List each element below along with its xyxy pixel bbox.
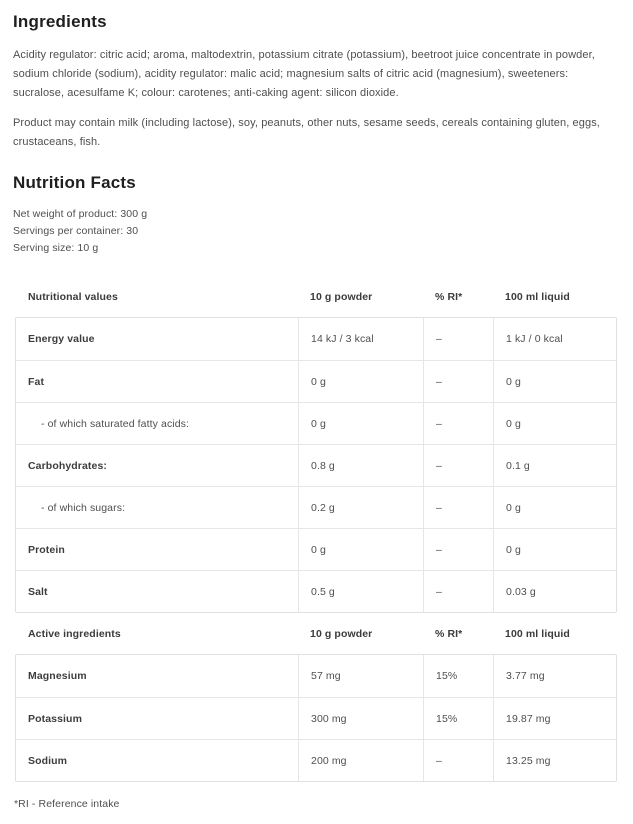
- powder-value: 300 mg: [298, 698, 423, 739]
- column-header-powder: 10 g powder: [310, 291, 373, 303]
- ingredients-title: Ingredients: [13, 12, 107, 31]
- nutrient-label: Salt: [28, 585, 48, 598]
- nutrient-label: - of which sugars:: [41, 501, 126, 514]
- servings-per-container-line: Servings per container: 30: [13, 225, 139, 237]
- table-row-protein: [16, 528, 616, 570]
- ingredients-composition-text: Acidity regulator: citric acid; aroma, maltodextrin, potassium citrate (potassium), beetroot juice concentrate in powder, sodium chloride (sodium), acidity regulator: malic acid; magnesium salts of citric acid (magnesium), sweeteners: sucralose, acesulfame K; colour: carotenes; anti-caking agent: silicon dioxide.: [13, 49, 595, 99]
- table-row-salt: [16, 570, 616, 612]
- ri-value: –: [423, 487, 493, 528]
- nutritional-values-table: [15, 290, 617, 782]
- liquid-value: 0 g: [493, 403, 618, 444]
- liquid-value: 1 kJ / 0 kcal: [493, 318, 618, 360]
- powder-value: 0 g: [298, 403, 423, 444]
- column-header-powder: 10 g powder: [310, 628, 373, 640]
- powder-value: 0.5 g: [298, 571, 423, 612]
- table-row-energy-value: [16, 318, 616, 360]
- column-header-ri: % RI*: [435, 291, 463, 303]
- column-header-nutritional-values: Nutritional values: [28, 291, 118, 303]
- table-row-carbohydrates: [16, 444, 616, 486]
- ri-value: 15%: [423, 698, 493, 739]
- liquid-value: 0 g: [493, 361, 618, 402]
- nutrient-label: Energy value: [28, 333, 95, 345]
- liquid-value: 0 g: [493, 487, 618, 528]
- powder-value: 14 kJ / 3 kcal: [298, 318, 423, 360]
- nutrient-label: Sodium: [28, 754, 68, 767]
- ri-value: –: [423, 571, 493, 612]
- table-row-potassium: [16, 697, 616, 739]
- nutrient-label: Protein: [28, 543, 65, 556]
- allergen-warning-text: Product may contain milk (including lactose), soy, peanuts, other nuts, sesame seeds, cereals containing gluten, eggs, crustaceans, fish.: [13, 117, 600, 148]
- reference-intake-footnote: *RI - Reference intake: [14, 798, 120, 810]
- powder-value: 0 g: [298, 361, 423, 402]
- ri-value: –: [423, 529, 493, 570]
- powder-value: 57 mg: [298, 655, 423, 697]
- column-header-ri: % RI*: [435, 628, 463, 640]
- active-ingredients-header-row: [15, 627, 617, 641]
- table-row-sodium: [16, 739, 616, 781]
- active-ingredients-body: [15, 654, 617, 782]
- powder-value: 0 g: [298, 529, 423, 570]
- ingredients-section: [13, 12, 621, 152]
- nutrient-label: Carbohydrates:: [28, 459, 108, 472]
- table-row-saturated-fatty-acids: [16, 402, 616, 444]
- liquid-value: 3.77 mg: [493, 655, 618, 697]
- serving-info: [13, 206, 621, 257]
- nutrition-facts-title: Nutrition Facts: [13, 173, 136, 192]
- ri-value: –: [423, 403, 493, 444]
- column-header-active-ingredients: Active ingredients: [28, 628, 121, 640]
- liquid-value: 0 g: [493, 529, 618, 570]
- net-weight-line: Net weight of product: 300 g: [13, 208, 148, 220]
- liquid-value: 13.25 mg: [493, 740, 618, 781]
- ri-value: –: [423, 740, 493, 781]
- table-row-fat: [16, 360, 616, 402]
- liquid-value: 0.1 g: [493, 445, 618, 486]
- column-header-liquid: 100 ml liquid: [505, 628, 570, 640]
- table-row-magnesium: [16, 655, 616, 697]
- serving-size-line: Serving size: 10 g: [13, 242, 99, 254]
- liquid-value: 0.03 g: [493, 571, 618, 612]
- powder-value: 0.2 g: [298, 487, 423, 528]
- nutritional-values-header-row: [15, 290, 617, 304]
- ri-value: 15%: [423, 655, 493, 697]
- powder-value: 200 mg: [298, 740, 423, 781]
- ri-value: –: [423, 445, 493, 486]
- liquid-value: 19.87 mg: [493, 698, 618, 739]
- nutrition-facts-section: [13, 173, 621, 810]
- ri-value: –: [423, 318, 493, 360]
- nutritional-values-body: [15, 317, 617, 613]
- nutrient-label: Magnesium: [28, 670, 87, 682]
- ri-value: –: [423, 361, 493, 402]
- nutrient-label: Fat: [28, 375, 45, 388]
- table-row-sugars: [16, 486, 616, 528]
- nutrient-label: Potassium: [28, 712, 82, 725]
- column-header-liquid: 100 ml liquid: [505, 291, 570, 303]
- nutrient-label: - of which saturated fatty acids:: [41, 417, 190, 430]
- powder-value: 0.8 g: [298, 445, 423, 486]
